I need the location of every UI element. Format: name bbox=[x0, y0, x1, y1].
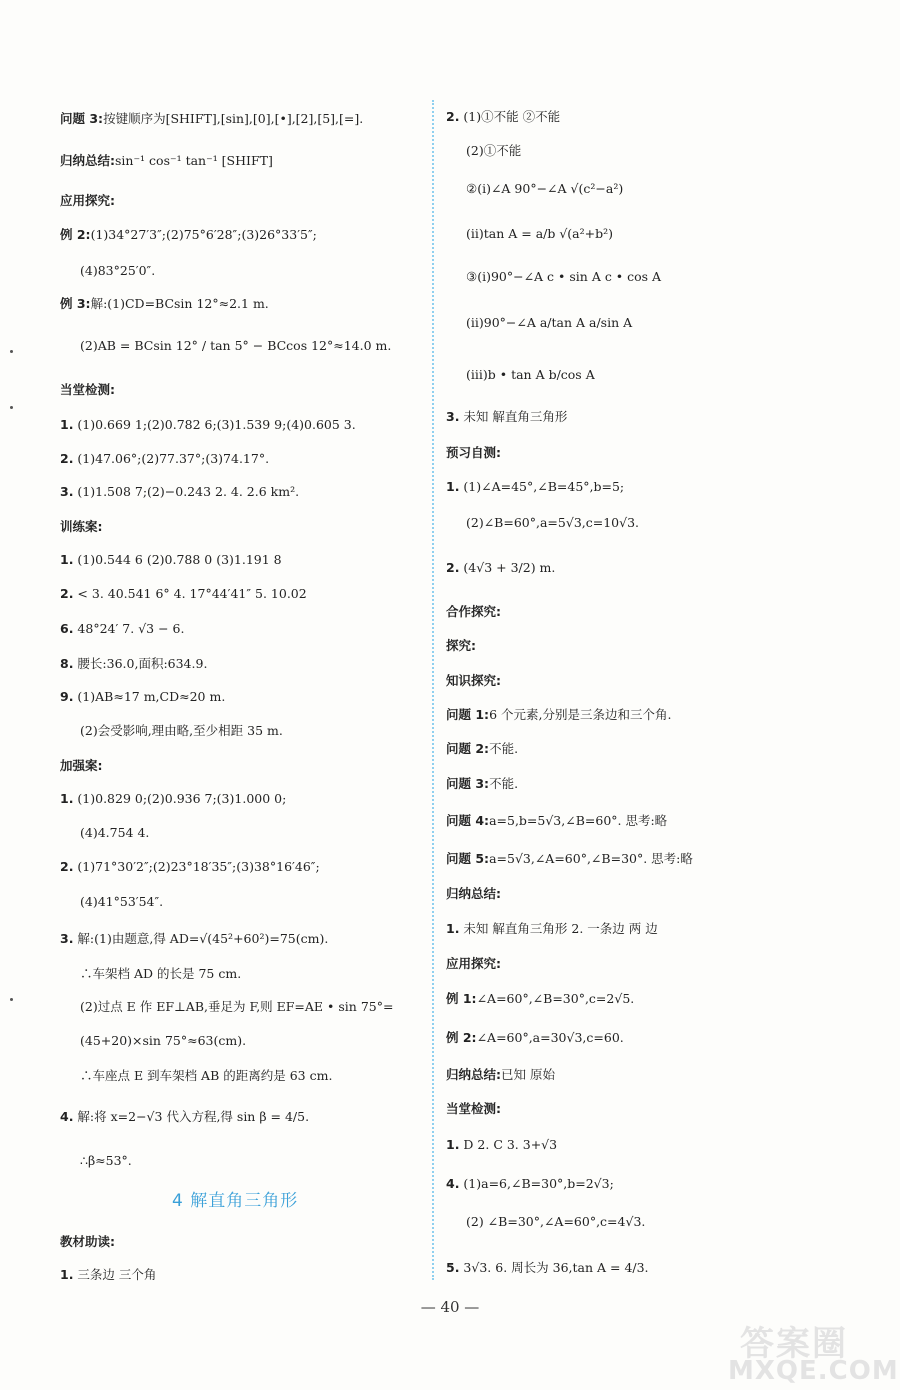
answer-line: (4)4.754 4. bbox=[80, 825, 150, 840]
answer-line: 1. 未知 解直角三角形 2. 一条边 两 边 bbox=[446, 921, 658, 936]
watermark-text-cn: 答案圈 bbox=[740, 1324, 848, 1364]
watermark-logo bbox=[722, 1316, 899, 1386]
answer-line: 例 2:(1)34°27′3″;(2)75°6′28″;(3)26°33′5″; bbox=[60, 227, 317, 242]
section-heading: 知识探究: bbox=[446, 673, 501, 688]
answer-line: 1. D 2. C 3. 3+√3 bbox=[446, 1137, 558, 1152]
answer-line: 1. (1)∠A=45°,∠B=45°,b=5; bbox=[446, 479, 625, 494]
answer-line: 归纳总结:sin⁻¹ cos⁻¹ tan⁻¹ [SHIFT] bbox=[60, 153, 273, 168]
section-heading: 应用探究: bbox=[446, 956, 501, 971]
answer-line: (iii)b • tan A b/cos A bbox=[466, 367, 595, 382]
scan-speck bbox=[10, 406, 13, 409]
section-title: 4 解直角三角形 bbox=[172, 1191, 299, 1211]
answer-line: 4. 解:将 x=2−√3 代入方程,得 sin β = 4/5. bbox=[60, 1109, 310, 1124]
answer-line: 问题 2:不能. bbox=[446, 741, 519, 756]
section-heading: 训练案: bbox=[60, 519, 103, 534]
answer-line: 3. (1)1.508 7;(2)−0.243 2. 4. 2.6 km². bbox=[60, 484, 300, 499]
scan-speck bbox=[10, 998, 13, 1001]
page-number: — 40 — bbox=[420, 1298, 480, 1316]
section-heading: 归纳总结: bbox=[446, 886, 501, 901]
section-heading: 当堂检测: bbox=[446, 1101, 501, 1116]
answer-line: 问题 1:6 个元素,分别是三条边和三个角. bbox=[446, 707, 672, 722]
section-heading: 探究: bbox=[446, 638, 476, 653]
answer-line: (2)会受影响,理由略,至少相距 35 m. bbox=[80, 723, 283, 738]
answer-line: 例 3:解:(1)CD=BCsin 12°≈2.1 m. bbox=[60, 296, 269, 311]
answer-line: (ii)tan A = a/b √(a²+b²) bbox=[466, 226, 614, 241]
answer-line: 2. (1)47.06°;(2)77.37°;(3)74.17°. bbox=[60, 451, 270, 466]
watermark-text-url: MXQE.COM bbox=[728, 1356, 899, 1386]
section-heading: 加强案: bbox=[60, 758, 103, 773]
answer-line: 1. 三条边 三个角 bbox=[60, 1267, 157, 1282]
scan-speck bbox=[10, 350, 13, 353]
answer-line: 4. (1)a=6,∠B=30°,b=2√3; bbox=[446, 1176, 614, 1191]
answer-line: 3. 解:(1)由题意,得 AD=√(45²+60²)=75(cm). bbox=[60, 931, 329, 946]
answer-line: 问题 3:按键顺序为[SHIFT],[sin],[0],[•],[2],[5],[=]. bbox=[60, 111, 364, 126]
answer-line: (45+20)×sin 75°≈63(cm). bbox=[80, 1033, 247, 1048]
answer-line: 1. (1)0.544 6 (2)0.788 0 (3)1.191 8 bbox=[60, 552, 282, 567]
answer-line: (2) ∠B=30°,∠A=60°,c=4√3. bbox=[466, 1214, 646, 1229]
answer-line: (2)①不能 bbox=[466, 143, 522, 158]
answer-line: ③(i)90°−∠A c • sin A c • cos A bbox=[466, 269, 662, 284]
answer-line: ②(i)∠A 90°−∠A √(c²−a²) bbox=[466, 181, 624, 196]
answer-line: (ii)90°−∠A a/tan A a/sin A bbox=[466, 315, 633, 330]
section-heading: 预习自测: bbox=[446, 445, 501, 460]
answer-line: 1. (1)0.829 0;(2)0.936 7;(3)1.000 0; bbox=[60, 791, 287, 806]
answer-line: 问题 3:不能. bbox=[446, 776, 519, 791]
column-divider bbox=[432, 100, 434, 1280]
answer-line: 2. < 3. 40.541 6° 4. 17°44′41″ 5. 10.02 bbox=[60, 586, 307, 601]
answer-line: ∴车架档 AD 的长是 75 cm. bbox=[80, 966, 242, 981]
answer-line: 1. (1)0.669 1;(2)0.782 6;(3)1.539 9;(4)0.605 3. bbox=[60, 417, 356, 432]
section-heading: 教材助读: bbox=[60, 1234, 115, 1249]
answer-line: 3. 未知 解直角三角形 bbox=[446, 409, 568, 424]
answer-line: 问题 4:a=5,b=5√3,∠B=60°. 思考:略 bbox=[446, 813, 668, 828]
section-heading: 应用探究: bbox=[60, 193, 115, 208]
answer-line: 2. (1)71°30′2″;(2)23°18′35″;(3)38°16′46″; bbox=[60, 859, 320, 874]
section-heading: 当堂检测: bbox=[60, 382, 115, 397]
answer-line: (2)AB = BCsin 12° / tan 5° − BCcos 12°≈14.0 m. bbox=[80, 338, 392, 353]
answer-line: (2)∠B=60°,a=5√3,c=10√3. bbox=[466, 515, 640, 530]
answer-line: 问题 5:a=5√3,∠A=60°,∠B=30°. 思考:略 bbox=[446, 851, 693, 866]
answer-line: 2. (1)①不能 ②不能 bbox=[446, 109, 561, 124]
answer-line: (4)41°53′54″. bbox=[80, 894, 164, 909]
answer-line: 8. 腰长:36.0,面积:634.9. bbox=[60, 656, 208, 671]
answer-line: 例 1:∠A=60°,∠B=30°,c=2√5. bbox=[446, 991, 635, 1006]
answer-line: 5. 3√3. 6. 周长为 36,tan A = 4/3. bbox=[446, 1260, 649, 1275]
answer-line: (2)过点 E 作 EF⊥AB,垂足为 F,则 EF=AE • sin 75°= bbox=[80, 999, 394, 1014]
answer-line: 归纳总结:已知 原始 bbox=[446, 1067, 555, 1082]
answer-line: 2. (4√3 + 3/2) m. bbox=[446, 560, 556, 575]
answer-line: 例 2:∠A=60°,a=30√3,c=60. bbox=[446, 1030, 624, 1045]
answer-line: 9. (1)AB≈17 m,CD≈20 m. bbox=[60, 689, 226, 704]
answer-line: ∴车座点 E 到车架档 AB 的距离约是 63 cm. bbox=[80, 1068, 333, 1083]
answer-line: (4)83°25′0″. bbox=[80, 263, 156, 278]
answer-line: ∴β≈53°. bbox=[80, 1153, 132, 1168]
section-heading: 合作探究: bbox=[446, 604, 501, 619]
answer-line: 6. 48°24′ 7. √3 − 6. bbox=[60, 621, 185, 636]
